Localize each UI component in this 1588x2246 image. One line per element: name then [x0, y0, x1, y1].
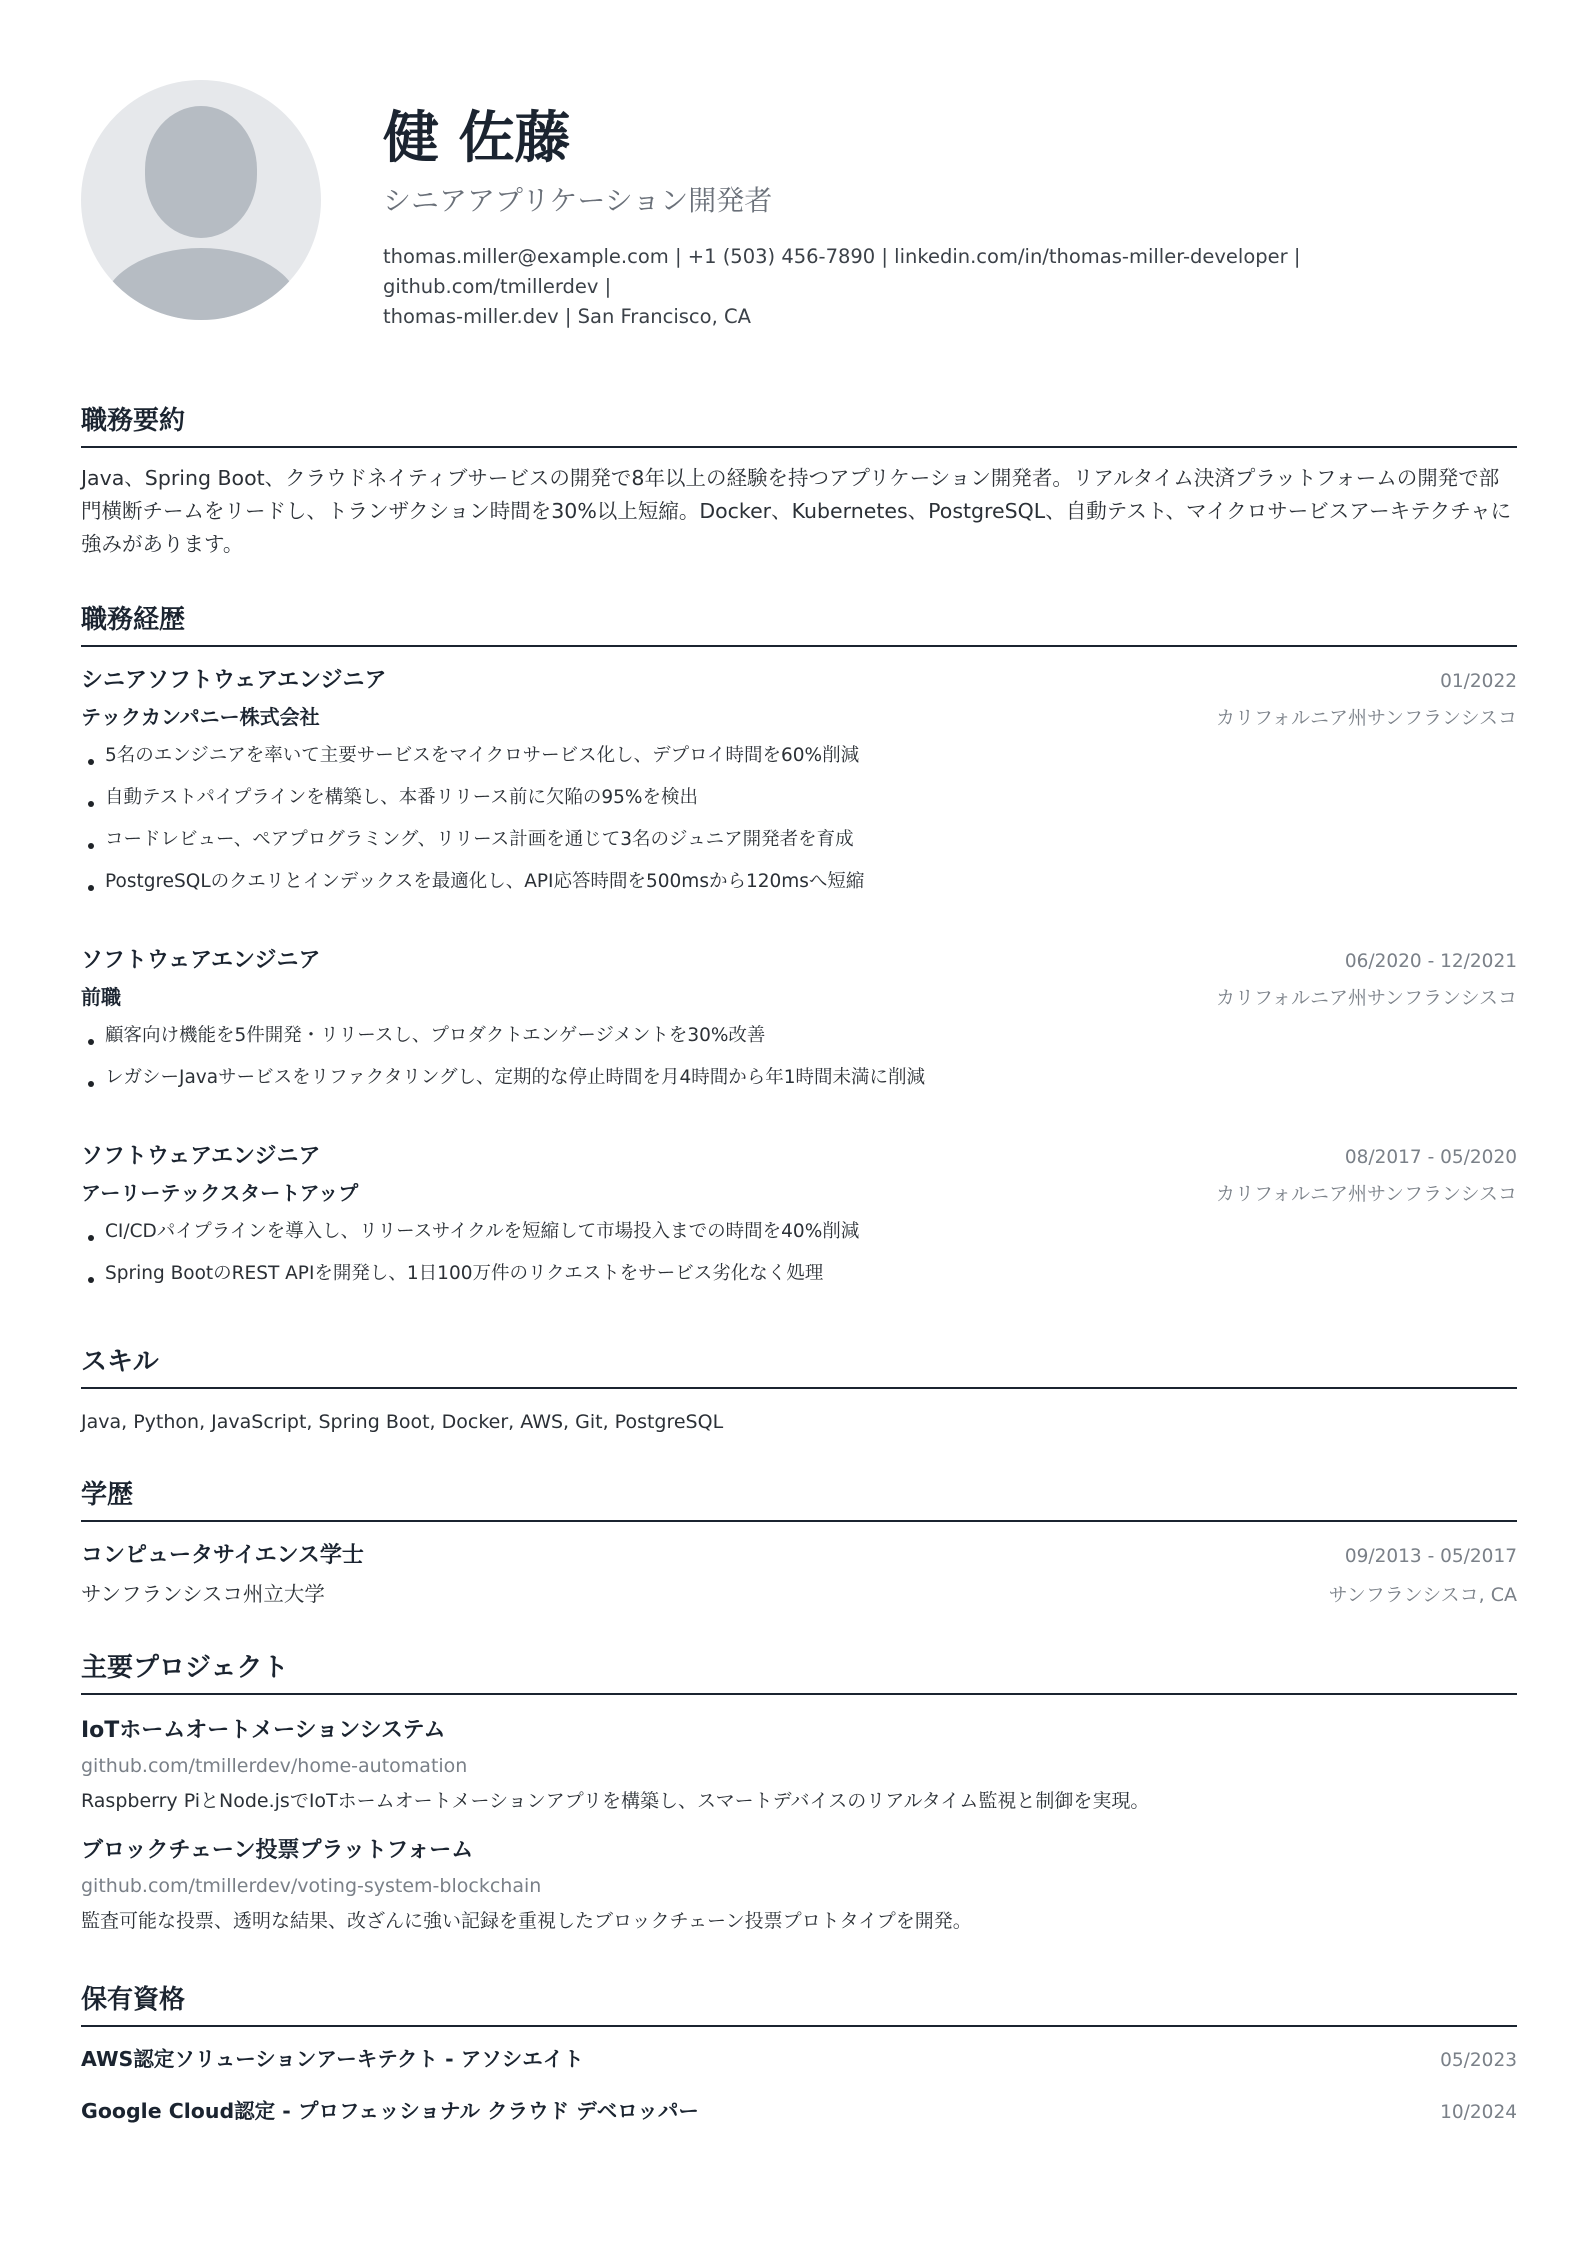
certifications-heading: 保有資格 [81, 1983, 1517, 2027]
project-title: ブロックチェーン投票プラットフォーム [81, 1838, 474, 1863]
certification-item [81, 2085, 1517, 2137]
bullet-dot [88, 843, 94, 849]
bullet-text: 自動テストパイプラインを構築し、本番リリース前に欠陥の95%を検出 [105, 787, 698, 808]
job-location: カリフォルニア州サンフランシスコ [1215, 987, 1517, 1009]
skills-heading: スキル [81, 1345, 1517, 1389]
certification-date: 10/2024 [1440, 2102, 1517, 2123]
project-item [81, 1833, 1517, 1939]
job-title: シニアソフトウェアエンジニア [81, 668, 387, 693]
education-school: サンフランシスコ州立大学 [81, 1582, 325, 1606]
contact-line-2: thomas-miller.dev | San Francisco, CA [383, 305, 751, 328]
bullet-text: コードレビュー、ペアプログラミング、リリース計画を通じて3名のジュニア開発者を育成 [105, 829, 854, 850]
candidate-title: シニアアプリケーション開発者 [383, 184, 773, 217]
bullet-item [81, 861, 1517, 903]
job-company: テックカンパニー株式会社 [81, 705, 320, 729]
job-entry [81, 1139, 1517, 1295]
bullet-text: CI/CDパイプラインを導入し、リリースサイクルを短縮して市場投入までの時間を40%削減 [105, 1221, 860, 1242]
bullet-text: PostgreSQLのクエリとインデックスを最適化し、API応答時間を500msから120msへ短縮 [105, 871, 865, 892]
education-degree: コンピュータサイエンス学士 [81, 1543, 364, 1568]
project-link[interactable]: github.com/tmillerdev/voting-system-blockchain [81, 1875, 542, 1897]
bullet-item [81, 1057, 1517, 1099]
resume-header [383, 100, 1517, 332]
bullet-item [81, 1253, 1517, 1295]
project-link[interactable]: github.com/tmillerdev/home-automation [81, 1755, 468, 1777]
bullet-item [81, 1211, 1517, 1253]
avatar [81, 80, 321, 320]
education-heading: 学歴 [81, 1478, 1517, 1522]
job-date: 01/2022 [1440, 671, 1517, 692]
bullet-text: 5名のエンジニアを率いて主要サービスをマイクロサービス化し、デプロイ時間を60%削減 [105, 745, 860, 766]
bullet-item [81, 1015, 1517, 1057]
projects-section [81, 1651, 1517, 1939]
project-description: Raspberry PiとNode.jsでIoTホームオートメーションアプリを構築し、スマートデバイスのリアルタイム監視と制御を実現。 [81, 1790, 1150, 1812]
bullet-item [81, 777, 1517, 819]
bullet-text: レガシーJavaサービスをリファクタリングし、定期的な停止時間を月4時間から年1時間未満に削減 [105, 1067, 926, 1088]
job-date: 08/2017 - 05/2020 [1344, 1147, 1517, 1168]
bullet-dot [88, 1039, 94, 1045]
certification-date: 05/2023 [1440, 2050, 1517, 2071]
bullet-item [81, 735, 1517, 777]
job-location: カリフォルニア州サンフランシスコ [1215, 707, 1517, 729]
summary-text: Java、Spring Boot、クラウドネイティブサービスの開発で8年以上の経験を持つアプリケーション開発者。リアルタイム決済プラットフォームの開発で部門横断チームをリードし、トランザクション時間を30%以上短縮。Docker、Kubernetes、PostgreSQL、自動テスト、マイクロサービスアーキテクチャに強みがあります。 [81, 466, 1512, 556]
bullet-dot [88, 1081, 94, 1087]
job-location: カリフォルニア州サンフランシスコ [1215, 1183, 1517, 1205]
bullet-text: 顧客向け機能を5件開発・リリースし、プロダクトエンゲージメントを30%改善 [105, 1025, 766, 1046]
bullet-dot [88, 885, 94, 891]
projects-heading: 主要プロジェクト [81, 1651, 1517, 1695]
skills-section [81, 1345, 1517, 1437]
candidate-name: 健 佐藤 [383, 105, 571, 171]
avatar-body-shape [103, 248, 299, 320]
job-company: アーリーテックスタートアップ [81, 1181, 359, 1205]
education-section [81, 1478, 1517, 1614]
summary-heading: 職務要約 [81, 404, 1517, 448]
experience-section [81, 603, 1517, 1295]
bullet-dot [88, 801, 94, 807]
project-item [81, 1713, 1517, 1819]
education-location: サンフランシスコ, CA [1328, 1584, 1517, 1606]
avatar-head-shape [145, 106, 257, 238]
bullet-dot [88, 759, 94, 765]
education-date: 09/2013 - 05/2017 [1344, 1546, 1517, 1567]
skills-list: Java, Python, JavaScript, Spring Boot, Docker, AWS, Git, PostgreSQL [81, 1411, 724, 1433]
summary-section [81, 404, 1517, 561]
experience-heading: 職務経歴 [81, 603, 1517, 647]
certifications-section [81, 1983, 1517, 2137]
contact-info [383, 242, 1517, 332]
job-bullets [81, 1015, 1517, 1099]
project-title: IoTホームオートメーションシステム [81, 1718, 446, 1743]
job-entry [81, 663, 1517, 903]
bullet-dot [88, 1235, 94, 1241]
job-bullets [81, 1211, 1517, 1295]
project-description: 監査可能な投票、透明な結果、改ざんに強い記録を重視したブロックチェーン投票プロトタイプを開発。 [81, 1910, 972, 1932]
certification-name: Google Cloud認定 - プロフェッショナル クラウド デベロッパー [81, 2099, 699, 2123]
job-title: ソフトウェアエンジニア [81, 948, 321, 973]
bullet-item [81, 819, 1517, 861]
job-title: ソフトウェアエンジニア [81, 1144, 321, 1169]
job-date: 06/2020 - 12/2021 [1344, 951, 1517, 972]
bullet-dot [88, 1277, 94, 1283]
certification-name: AWS認定ソリューションアーキテクト - アソシエイト [81, 2047, 584, 2071]
contact-line-1: thomas.miller@example.com | +1 (503) 456-7890 | linkedin.com/in/thomas-miller-developer | github.com/tmillerdev | [383, 245, 1301, 298]
bullet-text: Spring BootのREST APIを開発し、1日100万件のリクエストをサービス劣化なく処理 [105, 1263, 824, 1284]
certification-item [81, 2033, 1517, 2085]
job-company: 前職 [81, 985, 121, 1009]
job-bullets [81, 735, 1517, 903]
job-entry [81, 943, 1517, 1099]
